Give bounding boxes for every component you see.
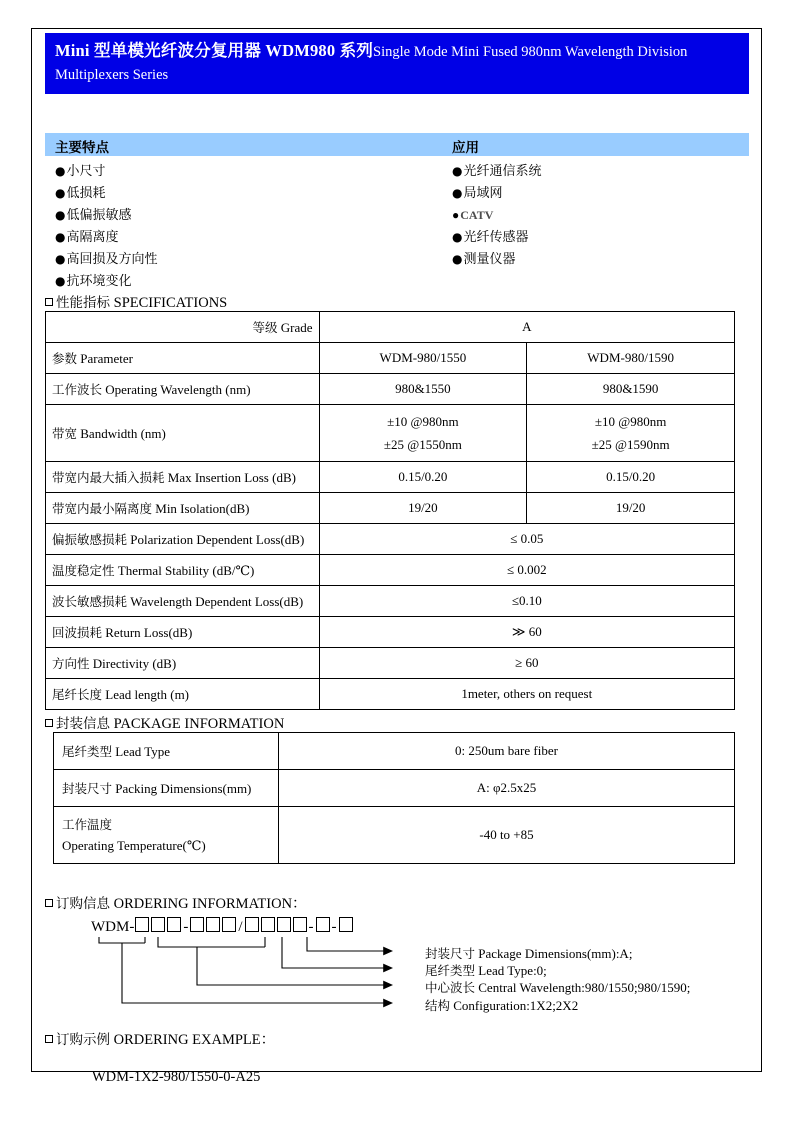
value-cell: ≤ 0.05: [319, 524, 734, 555]
code-box: [293, 917, 307, 932]
package-key-en: Lead Type: [115, 744, 171, 759]
value-cell: ≥ 60: [319, 648, 734, 679]
parameter-label-cell: [46, 343, 320, 374]
feature-label: 低损耗: [66, 186, 106, 201]
list-item: [452, 160, 542, 182]
package-heading: [45, 712, 284, 733]
datasheet-page: [31, 28, 762, 1085]
bullet-icon: ●: [55, 230, 66, 244]
code-separator: -: [331, 919, 337, 935]
grade-label-en: Grade: [280, 320, 313, 335]
table-row: [54, 733, 735, 770]
feature-label: 抗环境变化: [66, 274, 132, 289]
list-item: [452, 204, 542, 226]
value-line: ±10 @980nm: [387, 414, 459, 429]
param-cell: [46, 374, 320, 405]
table-row: [46, 617, 735, 648]
bullet-icon: ●: [452, 230, 463, 244]
square-bullet-icon: [45, 298, 53, 306]
grade-label-cell: [46, 312, 320, 343]
param-cell: [46, 617, 320, 648]
table-row: [54, 807, 735, 864]
code-box: [261, 917, 275, 932]
ordering-info-heading: [45, 892, 307, 913]
table-row: [54, 770, 735, 807]
feature-label: 小尺寸: [66, 164, 106, 179]
ordering-example-code: WDM-1X2-980/1550-0-A25: [92, 1069, 261, 1085]
param-cn: 偏振敏感损耗: [52, 532, 128, 547]
table-row: [46, 648, 735, 679]
package-key-cn: 工作温度: [62, 817, 113, 832]
square-bullet-icon: [45, 719, 53, 727]
value-cell: 0.15/0.20: [319, 462, 527, 493]
ordering-label-en: Central Wavelength:980/1550;980/1590;: [478, 980, 691, 995]
value-cell: ≤0.10: [319, 586, 734, 617]
product-title-cn-mini: Mini: [55, 41, 95, 60]
applications-heading: 应用: [452, 140, 479, 156]
bullet-icon: ●: [452, 208, 460, 222]
package-key-en: Operating Temperature(℃): [62, 838, 206, 853]
code-box: [339, 917, 353, 932]
list-item: [55, 226, 158, 248]
package-value-cell: 0: 250um bare fiber: [279, 733, 735, 770]
features-list: [55, 160, 158, 292]
value-cell: 19/20: [319, 493, 527, 524]
list-item: [55, 160, 158, 182]
value-cell: 980&1550: [319, 374, 527, 405]
ordering-label: [425, 944, 632, 960]
product-title-banner: [45, 33, 749, 94]
value-cell: ≫ 60: [319, 617, 734, 648]
ordering-label: [425, 978, 690, 994]
param-cell: [46, 586, 320, 617]
param-en: Lead length (m): [105, 687, 190, 702]
application-label: 光纤通信系统: [463, 164, 542, 179]
features-heading: 主要特点: [55, 140, 109, 156]
param-cn: 回波损耗: [52, 625, 103, 640]
param-cell: [46, 462, 320, 493]
product-title-model: WDM980: [261, 41, 340, 60]
table-row: [46, 312, 735, 343]
list-item: [55, 204, 158, 226]
package-value-cell: A: φ2.5x25: [279, 770, 735, 807]
ordering-label-en: Package Dimensions(mm):A;: [478, 946, 633, 961]
code-prefix: WDM-: [91, 919, 135, 935]
specifications-heading: [45, 291, 227, 312]
param-cell: [46, 405, 320, 462]
code-box: [151, 917, 165, 932]
value-cell: ≤ 0.002: [319, 555, 734, 586]
application-label: 测量仪器: [463, 252, 516, 267]
feature-label: 低偏振敏感: [66, 208, 132, 223]
table-row: [46, 586, 735, 617]
list-item: [55, 182, 158, 204]
code-box: [135, 917, 149, 932]
value-cell: 1meter, others on request: [319, 679, 734, 710]
ordering-label-en: Lead Type:0;: [478, 963, 547, 978]
package-key-cell: [54, 807, 279, 864]
bullet-icon: ●: [55, 164, 66, 178]
list-item: [55, 248, 158, 270]
features-applications-band: [45, 133, 749, 156]
param-cn: 波长敏感损耗: [52, 594, 128, 609]
param-cn: 尾纤长度: [52, 687, 103, 702]
ordering-info-heading-en: ORDERING INFORMATION：: [113, 896, 307, 912]
code-separator: -: [183, 919, 189, 935]
product-title-en: Single Mode Mini Fused 980nm Wavelength Division Multiplexers Series: [55, 44, 688, 84]
grade-value-cell: A: [319, 312, 734, 343]
application-label: CATV: [460, 208, 494, 222]
product-title-cn-series: 系列: [339, 41, 374, 60]
code-box: [190, 917, 204, 932]
parameter-label-cn: 参数: [52, 351, 78, 366]
ordering-label: [425, 961, 547, 977]
code-separator: /: [238, 919, 243, 935]
param-en: Min Isolation(dB): [155, 501, 250, 516]
bullet-icon: ●: [452, 186, 463, 200]
table-row: [46, 524, 735, 555]
specifications-heading-cn: 性能指标: [56, 295, 110, 311]
package-key-cn: 封装尺寸: [62, 781, 113, 796]
table-row: [46, 462, 735, 493]
package-heading-cn: 封装信息: [56, 716, 110, 732]
square-bullet-icon: [45, 899, 53, 907]
param-en: Max Insertion Loss (dB): [167, 470, 296, 485]
specifications-table: [45, 311, 735, 710]
grade-label-cn: 等级: [252, 320, 278, 335]
ordering-label: [425, 996, 578, 1012]
package-table: [53, 732, 735, 864]
bullet-icon: ●: [452, 164, 463, 178]
param-cell: [46, 648, 320, 679]
list-item: [452, 226, 542, 248]
table-row: [46, 405, 735, 462]
code-box: [206, 917, 220, 932]
value-cell: [527, 405, 735, 462]
package-key-en: Packing Dimensions(mm): [115, 781, 252, 796]
value-cell: 0.15/0.20: [527, 462, 735, 493]
package-key-cell: [54, 733, 279, 770]
ordering-label-cn: 中心波长: [425, 980, 476, 995]
bullet-icon: ●: [452, 252, 463, 266]
param-cell: [46, 493, 320, 524]
package-key-cell: [54, 770, 279, 807]
param-en: Polarization Dependent Loss(dB): [130, 532, 305, 547]
param-cn: 带宽: [52, 426, 78, 441]
package-key-cn: 尾纤类型: [62, 744, 113, 759]
table-row: [46, 343, 735, 374]
code-box: [277, 917, 291, 932]
value-cell: 19/20: [527, 493, 735, 524]
package-heading-en: PACKAGE INFORMATION: [113, 716, 285, 732]
applications-list: [452, 160, 542, 270]
ordering-info-heading-cn: 订购信息: [56, 896, 110, 912]
param-cn: 带宽内最大插入损耗: [52, 470, 165, 485]
param-cn: 工作波长: [52, 382, 103, 397]
application-label: 光纤传感器: [463, 230, 529, 245]
param-cell: [46, 679, 320, 710]
param-cn: 带宽内最小隔离度: [52, 501, 153, 516]
application-label: 局域网: [463, 186, 503, 201]
value-cell: [319, 405, 527, 462]
ordering-example-heading-cn: 订购示例: [56, 1032, 110, 1048]
list-item: [452, 182, 542, 204]
code-box: [245, 917, 259, 932]
code-box: [222, 917, 236, 932]
feature-label: 高隔离度: [66, 230, 119, 245]
code-box: [316, 917, 330, 932]
param-en: Return Loss(dB): [105, 625, 193, 640]
param-en: Thermal Stability (dB/℃): [117, 563, 255, 578]
value-cell: 980&1590: [527, 374, 735, 405]
table-row: [46, 374, 735, 405]
bullet-icon: ●: [55, 208, 66, 222]
square-bullet-icon: [45, 1035, 53, 1043]
ordering-label-cn: 结构: [425, 998, 451, 1013]
model-2-cell: WDM-980/1590: [527, 343, 735, 374]
param-en: Directivity (dB): [92, 656, 177, 671]
param-en: Bandwidth (nm): [80, 426, 166, 441]
table-row: [46, 679, 735, 710]
feature-label: 高回损及方向性: [66, 252, 158, 267]
param-cell: [46, 524, 320, 555]
param-cn: 温度稳定性: [52, 563, 115, 578]
table-row: [46, 493, 735, 524]
ordering-example-heading-en: ORDERING EXAMPLE：: [113, 1032, 276, 1048]
code-separator: -: [308, 919, 314, 935]
param-en: Operating Wavelength (nm): [105, 382, 251, 397]
bullet-icon: ●: [55, 274, 66, 288]
ordering-label-en: Configuration:1X2;2X2: [453, 998, 579, 1013]
param-cn: 方向性: [52, 656, 90, 671]
ordering-code-pattern: [91, 917, 354, 936]
ordering-code-diagram: [45, 913, 749, 1019]
list-item: [452, 248, 542, 270]
product-title-cn-main: 型单模光纤波分复用器: [94, 41, 262, 60]
value-line: ±25 @1550nm: [383, 437, 462, 452]
value-line: ±25 @1590nm: [591, 437, 670, 452]
value-line: ±10 @980nm: [594, 414, 667, 429]
ordering-label-cn: 尾纤类型: [425, 963, 476, 978]
param-en: Wavelength Dependent Loss(dB): [130, 594, 304, 609]
bullet-icon: ●: [55, 252, 66, 266]
code-box: [167, 917, 181, 932]
ordering-label-cn: 封装尺寸: [425, 946, 476, 961]
parameter-label-en: Parameter: [80, 351, 133, 366]
model-1-cell: WDM-980/1550: [319, 343, 527, 374]
param-cell: [46, 555, 320, 586]
table-row: [46, 555, 735, 586]
package-value-cell: -40 to +85: [279, 807, 735, 864]
specifications-heading-en: SPECIFICATIONS: [113, 295, 228, 311]
ordering-example-heading: [45, 1028, 275, 1049]
list-item: [55, 270, 158, 292]
bullet-icon: ●: [55, 186, 66, 200]
